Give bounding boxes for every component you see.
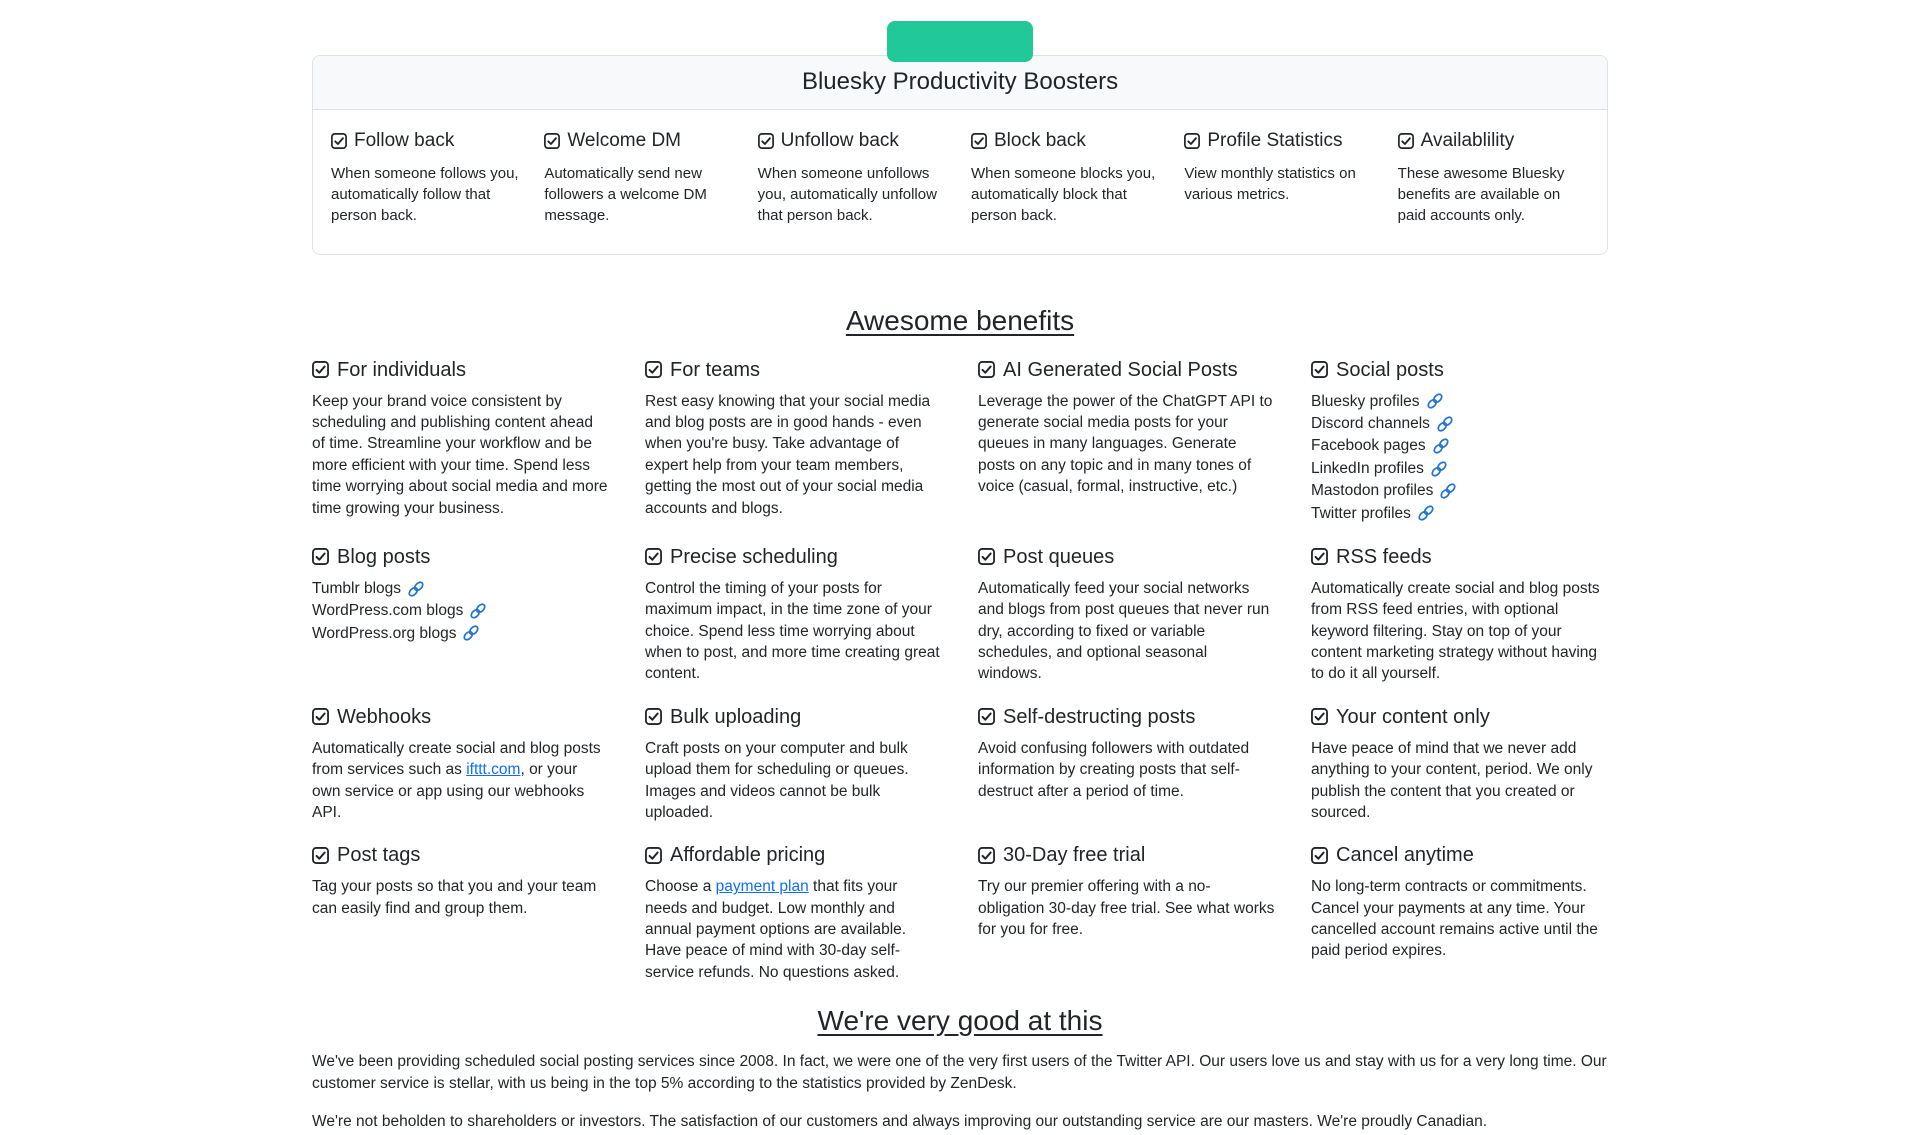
feature-description: When someone unfollows you, automatically unfollow that person back. [757, 164, 937, 224]
benefit-description: Avoid confusing followers with outdated information by creating posts that self-destruct after a period of time. [978, 739, 1250, 800]
benefit-title [645, 544, 942, 570]
chain-link-icon[interactable] [1417, 504, 1435, 522]
card-feature [1398, 129, 1589, 226]
benefit-link-list [312, 578, 609, 644]
feature-description: View monthly statistics on various metrics. [1184, 164, 1356, 203]
benefit-description-text: , or your own service or app using our webhooks API. [312, 761, 585, 821]
card-feature [544, 129, 735, 226]
benefit-link[interactable] [1311, 458, 1448, 479]
card-title: Bluesky Productivity Boosters [801, 68, 1119, 95]
benefit-link-label[interactable]: Discord channels [1311, 415, 1430, 433]
feature-title-label: Welcome DM [567, 130, 681, 151]
card-feature [971, 129, 1162, 226]
benefit-title-label: Self-destructing posts [1003, 705, 1196, 728]
benefit-title [312, 357, 609, 383]
benefit-link[interactable] [1311, 480, 1457, 501]
benefit [978, 842, 1275, 983]
chain-link-icon[interactable] [1430, 460, 1448, 478]
benefit-title [1311, 842, 1608, 868]
benefit-title-label: Post tags [337, 844, 421, 867]
chain-link-icon[interactable] [1426, 392, 1444, 410]
checked-checkbox-icon [978, 548, 995, 565]
benefit [312, 357, 609, 525]
checked-checkbox-icon [1311, 847, 1328, 864]
chain-link-icon[interactable] [407, 580, 425, 598]
benefit-title-label: Your content only [1336, 705, 1490, 728]
productivity-boosters-card [312, 55, 1608, 255]
feature-description: When someone blocks you, automatically block that person back. [970, 164, 1156, 224]
checked-checkbox-icon [645, 548, 662, 565]
card-feature-grid [313, 110, 1607, 254]
feature-title-label: Unfollow back [780, 130, 899, 151]
benefit-title [978, 704, 1275, 730]
benefit-title [978, 544, 1275, 570]
benefit-title-label: Social posts [1336, 358, 1444, 381]
checked-checkbox-icon [331, 133, 347, 149]
benefit [1311, 357, 1608, 525]
benefit [645, 544, 942, 685]
benefit-description: Leverage the power of the ChatGPT API to generate social media posts for your queues in many languages. Generate posts on any topic and in many tones of voice (casual, formal, instructive, etc.) [978, 392, 1273, 496]
benefit [978, 704, 1275, 824]
benefit [645, 357, 942, 525]
benefit [978, 544, 1275, 685]
checked-checkbox-icon [544, 133, 560, 149]
benefit-link[interactable] [1311, 503, 1435, 524]
checked-checkbox-icon [971, 133, 987, 149]
top-nav-pill-button[interactable] [887, 21, 1033, 62]
checked-checkbox-icon [645, 708, 662, 725]
benefit-title-label: Precise scheduling [670, 545, 838, 568]
chain-link-icon[interactable] [1432, 437, 1450, 455]
checked-checkbox-icon [978, 847, 995, 864]
benefit-description-text: Choose a [645, 878, 716, 896]
checked-checkbox-icon [312, 847, 329, 864]
benefit-link-item [1311, 503, 1608, 524]
checked-checkbox-icon [312, 548, 329, 565]
benefit-title [1311, 704, 1608, 730]
benefit-link-label[interactable]: Twitter profiles [1311, 504, 1411, 522]
benefit-link-item [1311, 413, 1608, 434]
card-feature [331, 129, 522, 226]
feature-title [544, 129, 735, 154]
benefit [645, 842, 942, 983]
benefit-title [645, 842, 942, 868]
benefit-description [645, 876, 942, 983]
benefit-link-label[interactable]: Tumblr blogs [312, 579, 402, 597]
inline-text-link[interactable]: payment plan [715, 878, 809, 896]
feature-title [1398, 129, 1589, 154]
checked-checkbox-icon [645, 847, 662, 864]
checked-checkbox-icon [1311, 361, 1328, 378]
benefit [645, 704, 942, 824]
benefit-description: Keep your brand voice consistent by scheduling and publishing content ahead of time. Streamline your workflow and be more efficient with your time. Spend less time worrying about social media and more time growing your business. [312, 392, 608, 517]
feature-title [331, 129, 522, 154]
benefit-description: Rest easy knowing that your social media and blog posts are in good hands - even when you're busy. Take advantage of expert help from your team members, getting the most out of your social media accounts and blogs. [645, 392, 931, 517]
benefit-link-list [1311, 391, 1608, 524]
benefits-heading: Awesome benefits [845, 304, 1075, 336]
benefit-description: Have peace of mind that we never add anything to your content, period. We only publish the content that you created or sourced. [1311, 739, 1593, 821]
benefit-link[interactable] [1311, 413, 1454, 434]
benefit-link-item [1311, 435, 1608, 456]
benefit [1311, 842, 1608, 983]
benefit-description: Automatically create social and blog posts from RSS feed entries, with optional keyword filtering. Stay on top of your content marketing strategy without having to do it all yourself. [1311, 579, 1600, 683]
benefit-description: Try our premier offering with a no-obligation 30-day free trial. See what works for you for free. [978, 878, 1275, 939]
checked-checkbox-icon [978, 708, 995, 725]
chain-link-icon[interactable] [462, 624, 480, 642]
benefit-title-label: Webhooks [337, 705, 432, 728]
feature-title-label: Block back [993, 130, 1086, 151]
benefit-link-label[interactable]: WordPress.com blogs [312, 602, 464, 620]
benefit-description: Automatically feed your social networks and blogs from post queues that never run dry, according to fixed or variable schedules, and optional seasonal windows. [978, 579, 1270, 683]
benefit-title-label: Post queues [1003, 545, 1115, 568]
benefit-description: Tag your posts so that you and your team can easily find and group them. [312, 878, 597, 917]
benefit-title [312, 704, 609, 730]
benefits-grid [312, 357, 1608, 984]
benefit-title-label: AI Generated Social Posts [1003, 358, 1238, 381]
feature-description: When someone follows you, automatically follow that person back. [331, 164, 519, 224]
benefit-link-item [312, 578, 609, 599]
benefit [978, 357, 1275, 525]
benefit-description-text: that fits your needs and budget. Low monthly and annual payment options are available. Have peace of mind with 30-day self-service refunds. No questions asked. [645, 878, 907, 981]
page-content [312, 55, 1608, 1132]
card-feature [758, 129, 949, 226]
benefit-title [978, 357, 1275, 383]
benefit-link[interactable] [312, 623, 480, 644]
card-feature [1184, 129, 1375, 226]
benefit-link-label[interactable]: WordPress.org blogs [312, 624, 457, 642]
feature-title [758, 129, 949, 154]
checked-checkbox-icon [1311, 548, 1328, 565]
benefit-link[interactable] [312, 600, 487, 621]
checked-checkbox-icon [312, 361, 329, 378]
benefit-link-item [312, 623, 609, 644]
checked-checkbox-icon [645, 361, 662, 378]
chain-link-icon[interactable] [469, 602, 487, 620]
checked-checkbox-icon [1398, 133, 1414, 149]
benefit-link-item [312, 600, 609, 621]
feature-title-label: Profile Statistics [1207, 130, 1343, 151]
feature-description: Automatically send new followers a welcome DM message. [544, 164, 707, 224]
feature-title-label: Follow back [354, 130, 455, 151]
about-heading: We're very good at this [817, 1005, 1103, 1037]
chain-link-icon[interactable] [1439, 482, 1457, 500]
about-paragraph: We're not beholden to shareholders or investors. The satisfaction of our customers and always improving our outstanding service are our masters. We're proudly Canadian. [312, 1112, 1488, 1130]
checked-checkbox-icon [978, 361, 995, 378]
benefit-link-label[interactable]: Bluesky profiles [1311, 392, 1420, 410]
benefit-title-label: Bulk uploading [670, 705, 802, 728]
benefit-link[interactable] [1311, 391, 1444, 412]
benefit-link-label[interactable]: Facebook pages [1311, 437, 1426, 455]
benefit-title [645, 357, 942, 383]
benefit-title-label: For individuals [337, 358, 466, 381]
benefit-link[interactable] [312, 578, 425, 599]
benefit-link-item [1311, 480, 1608, 501]
benefit [1311, 704, 1608, 824]
benefit-title-label: 30-Day free trial [1003, 844, 1146, 867]
benefit-title-label: RSS feeds [1336, 545, 1432, 568]
benefit-title [312, 544, 609, 570]
chain-link-icon[interactable] [1436, 415, 1454, 433]
benefit [312, 842, 609, 983]
benefit-title-label: Affordable pricing [670, 844, 826, 867]
feature-title-label: Availablility [1420, 130, 1515, 151]
benefit-title [1311, 357, 1608, 383]
checked-checkbox-icon [1184, 133, 1200, 149]
benefit-link-item [1311, 458, 1608, 479]
benefit-description [312, 738, 609, 824]
benefit-link-label[interactable]: LinkedIn profiles [1311, 459, 1424, 477]
benefit-title-label: For teams [670, 358, 761, 381]
inline-text-link[interactable]: ifttt.com [466, 761, 521, 779]
about-section [312, 1051, 1608, 1132]
card-header [313, 56, 1607, 110]
checked-checkbox-icon [1311, 708, 1328, 725]
benefit-link-item [1311, 391, 1608, 412]
checked-checkbox-icon [758, 133, 774, 149]
feature-title [1184, 129, 1375, 154]
checked-checkbox-icon [312, 708, 329, 725]
benefit [312, 544, 609, 685]
benefit-description: Control the timing of your posts for maximum impact, in the time zone of your choice. Spend less time worrying about when to post, and more time creating great content. [645, 579, 940, 683]
benefit-description: Craft posts on your computer and bulk upload them for scheduling or queues. Images and videos cannot be bulk uploaded. [645, 739, 909, 821]
benefit-description: No long-term contracts or commitments. Cancel your payments at any time. Your cancelled account remains active until the paid period expires. [1311, 878, 1598, 960]
benefit-description-text: Automatically create social and blog posts from services such as [312, 739, 601, 779]
benefit-link-label[interactable]: Mastodon profiles [1311, 482, 1434, 500]
benefit [1311, 544, 1608, 685]
feature-description: These awesome Bluesky benefits are available on paid accounts only. [1397, 164, 1565, 224]
benefit-title [1311, 544, 1608, 570]
benefit-title [978, 842, 1275, 868]
benefit-title [312, 842, 609, 868]
benefit [312, 704, 609, 824]
benefit-title-label: Cancel anytime [1336, 844, 1474, 867]
about-paragraph: We've been providing scheduled social posting services since 2008. In fact, we were one of the very first users of the Twitter API. Our users love us and stay with us for a very long time. Our customer service is stellar, with us being in the top 5% according to the statistics provided by ZenDesk. [312, 1053, 1607, 1092]
feature-title [971, 129, 1162, 154]
benefit-title [645, 704, 942, 730]
benefit-link[interactable] [1311, 435, 1450, 456]
benefit-title-label: Blog posts [337, 545, 431, 568]
